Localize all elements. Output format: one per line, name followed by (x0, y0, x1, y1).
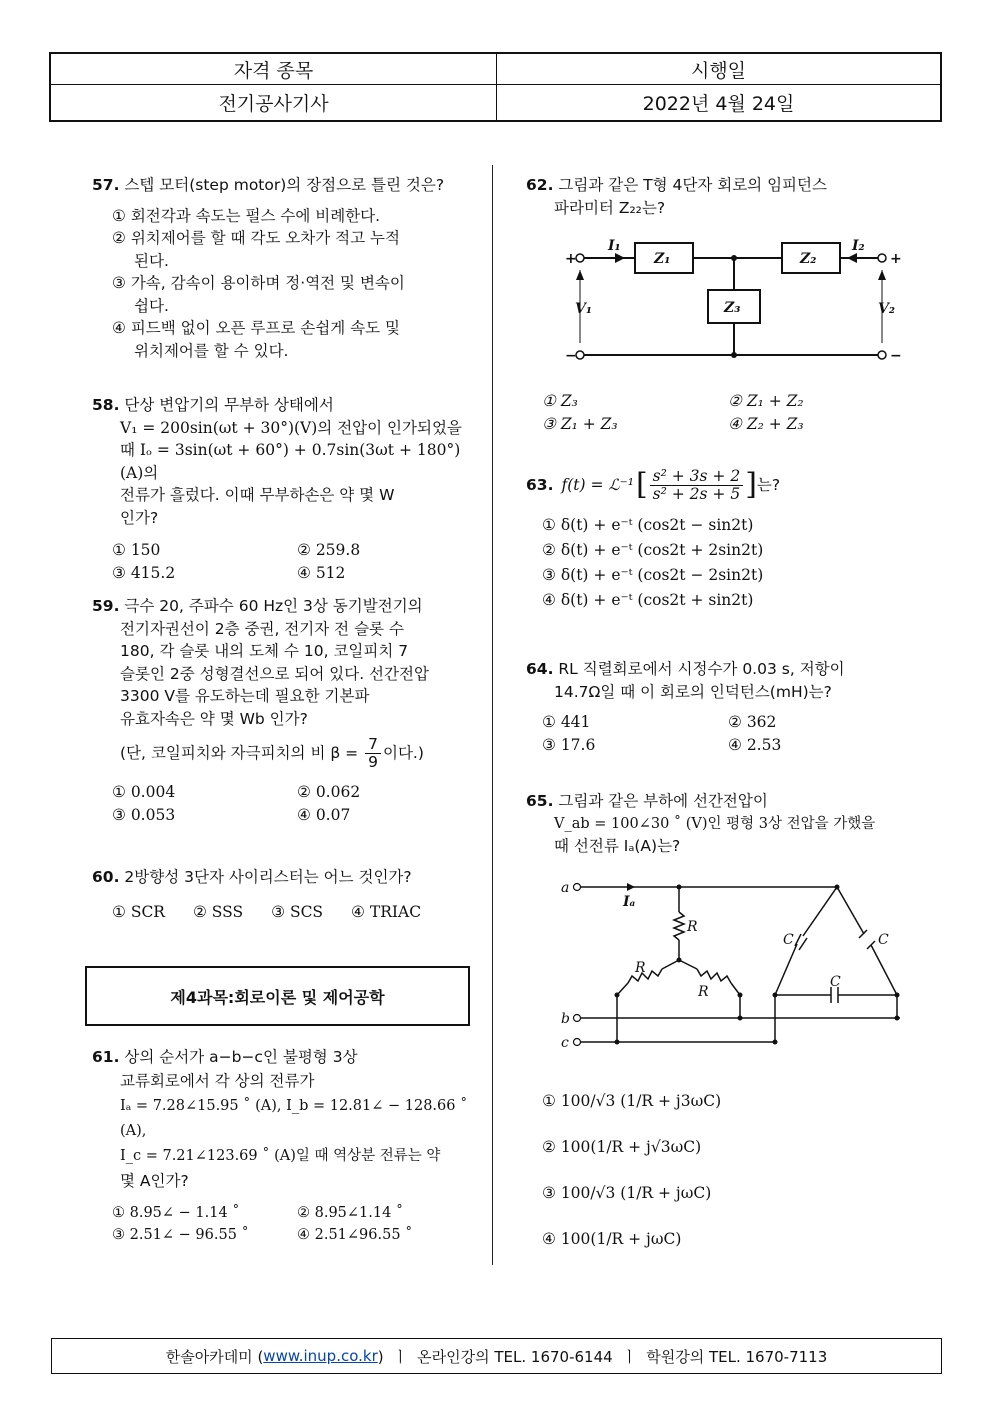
header-col2-title: 시행일 (690, 59, 747, 82)
question-line: V₁ = 200sin(ωt + 30°)(V)의 전압이 인가되었을 (120, 418, 462, 437)
label-a: a (561, 880, 570, 896)
label-b: b (561, 1011, 570, 1027)
option-3-cont: 쉽다. (134, 296, 169, 315)
option-4[interactable]: ④ Z₂ + Z₃ (728, 414, 804, 433)
option-4[interactable]: ④ TRIAC (351, 902, 422, 921)
question-line: 파라미터 Z₂₂는? (554, 198, 666, 217)
option-4[interactable]: ④ 2.51∠96.55 ˚ (297, 1227, 413, 1243)
fraction-numerator: s² + 3s + 2 (650, 468, 744, 486)
question-line: 인가? (120, 508, 159, 527)
fraction-numerator: 7 (365, 736, 381, 754)
question-number: 64. (526, 660, 554, 678)
question-line: 전류가 흘렀다. 이때 무부하손은 약 몇 W (120, 486, 395, 504)
footer-right: ) ㅣ 온라인강의 TEL. 1670-6144 ㅣ 학원강의 TEL. 1670-7113 (377, 1347, 828, 1366)
option-1[interactable]: ① SCR (112, 902, 165, 921)
note-suffix: 이다.) (382, 744, 424, 763)
option-3[interactable]: ③ 100/√3 (1/R + jωC) (542, 1184, 712, 1202)
question-line: 14.7Ω일 때 이 회로의 인덕턴스(mH)는? (554, 682, 832, 701)
question-number: 61. (92, 1048, 120, 1066)
label-v2: V₂ (878, 301, 895, 317)
question-line: 그림과 같은 부하에 선간전압이 (558, 792, 768, 810)
label-r1: R (687, 919, 698, 935)
question-62-options (542, 390, 942, 435)
expr-prefix: f(t) = ℒ⁻¹ (561, 476, 634, 495)
option-1[interactable]: ① 0.004 (112, 783, 176, 802)
question-number: 63. (526, 476, 554, 495)
option-4[interactable]: ④ 512 (297, 563, 346, 582)
question-62 (526, 174, 926, 219)
question-59 (92, 595, 482, 826)
label-c3: C (830, 974, 841, 990)
question-text: 단상 변압기의 무부하 상태에서 (124, 396, 334, 414)
label-r2: R (635, 960, 646, 976)
question-number: 57. (92, 176, 120, 194)
option-4-cont: 위치제어를 할 수 있다. (134, 341, 289, 360)
section-title: 제4과목:회로이론 및 제어공학 (85, 966, 470, 1026)
option-2[interactable]: ② 0.062 (297, 783, 361, 802)
question-text: 스텝 모터(step motor)의 장점으로 틀린 것은? (124, 176, 445, 194)
question-line: 때 Iₒ = 3sin(ωt + 60°) + 0.7sin(3ωt + 180°)(A)의 (120, 441, 461, 482)
question-line: 유효자속은 약 몇 Wb 인가? (120, 709, 308, 728)
option-2[interactable]: ② 259.8 (297, 541, 361, 559)
option-4[interactable]: ④ 피드백 없이 오픈 루프로 손쉽게 속도 및 (112, 319, 400, 337)
option-2[interactable]: ② 위치제어를 할 때 각도 오차가 적고 누적 (112, 229, 400, 247)
t-network-circuit (560, 235, 910, 365)
question-61 (92, 1046, 482, 1247)
plus-right: + (890, 251, 902, 267)
option-4[interactable]: ④ 100(1/R + jωC) (542, 1230, 682, 1248)
header-col1-title: 자격 종목 (233, 59, 314, 82)
option-4[interactable]: ④ 0.07 (297, 805, 351, 824)
question-number: 59. (92, 597, 120, 615)
question-line: 180, 각 슬롯 내의 도체 수 10, 코일피치 7 (120, 642, 409, 660)
label-r3: R (698, 984, 709, 1000)
question-57 (92, 174, 482, 362)
column-divider (492, 165, 493, 1265)
option-1[interactable]: ① 100/√3 (1/R + j3ωC) (542, 1092, 722, 1110)
label-z2: Z₂ (800, 251, 817, 267)
question-line: Iₐ = 7.28∠15.95 ˚ (A), I_b = 12.81∠ − 128.66 ˚ (A), (120, 1097, 468, 1139)
label-c: c (561, 1035, 569, 1051)
option-2[interactable]: ② 100(1/R + j√3ωC) (542, 1138, 702, 1156)
beta-fraction (365, 736, 381, 771)
bracket-right: ] (745, 467, 757, 503)
label-i2: I₂ (852, 238, 865, 254)
question-number: 65. (526, 792, 554, 810)
question-64 (526, 658, 926, 756)
fraction-denominator: 9 (368, 753, 378, 772)
option-2-cont: 된다. (134, 251, 169, 270)
question-line: 상의 순서가 a−b−c인 불평형 3상 (124, 1048, 358, 1066)
question-line: 몇 A인가? (120, 1171, 189, 1190)
question-line: V_ab = 100∠30 ˚ (V)인 평형 3상 전압을 가했을 (554, 815, 876, 832)
option-3[interactable]: ③ δ(t) + e⁻ᵗ (cos2t − 2sin2t) (542, 566, 764, 585)
question-58 (92, 394, 482, 584)
question-line: 교류회로에서 각 상의 전류가 (120, 1071, 315, 1090)
question-63 (526, 468, 926, 613)
label-c1: C (783, 932, 794, 948)
header-col2-value: 2022년 4월 24일 (642, 93, 795, 115)
option-3[interactable]: ③ SCS (271, 902, 324, 921)
option-2[interactable]: ② Z₁ + Z₂ (728, 392, 804, 410)
option-3[interactable]: ③ Z₁ + Z₃ (542, 414, 618, 433)
question-number: 62. (526, 176, 554, 194)
option-2[interactable]: ② 362 (728, 713, 777, 731)
label-i1: I₁ (608, 238, 621, 254)
label-ia: Iₐ (623, 894, 636, 910)
option-2[interactable]: ② 8.95∠1.14 ˚ (297, 1204, 404, 1221)
option-1[interactable]: ① 8.95∠ − 1.14 ˚ (112, 1204, 240, 1221)
label-z3: Z₃ (724, 300, 741, 316)
option-1[interactable]: ① 회전각과 속도는 펄스 수에 비례한다. (112, 206, 381, 225)
option-1[interactable]: ① 441 (542, 713, 591, 731)
footer-left: 한솔아카데미 ( (165, 1347, 264, 1366)
expr-fraction (650, 468, 744, 503)
option-2[interactable]: ② δ(t) + e⁻ᵗ (cos2t + 2sin2t) (542, 541, 764, 560)
minus-left: − (565, 348, 577, 364)
option-1[interactable]: ① 150 (112, 541, 161, 559)
option-4[interactable]: ④ 2.53 (728, 735, 782, 754)
bracket-left: [ (635, 467, 648, 503)
exam-header-table (49, 52, 942, 122)
label-v1: V₁ (575, 301, 592, 317)
question-line: 때 선전류 Iₐ(A)는? (554, 837, 681, 855)
question-text: 2방향성 3단자 사이리스터는 어느 것인가? (124, 868, 412, 886)
question-line: 전기자권선이 2층 중권, 전기자 전 슬롯 수 (120, 619, 404, 638)
option-4[interactable]: ④ δ(t) + e⁻ᵗ (cos2t + sin2t) (542, 591, 754, 610)
label-z1: Z₁ (654, 251, 671, 267)
option-1[interactable]: ① Z₃ (542, 392, 578, 410)
question-line: 극수 20, 주파수 60 Hz인 3상 동기발전기의 (124, 597, 423, 615)
question-number: 60. (92, 868, 120, 886)
footer (51, 1338, 942, 1374)
three-phase-load-circuit (555, 872, 910, 1052)
question-number: 58. (92, 396, 120, 414)
question-line: 3300 V를 유도하는데 필요한 기본파 (120, 687, 370, 705)
plus-left: + (565, 251, 577, 267)
minus-right: − (890, 348, 902, 364)
option-3[interactable]: ③ 17.6 (542, 735, 596, 754)
label-c2: C (878, 932, 889, 948)
question-65 (526, 790, 926, 858)
option-3[interactable]: ③ 415.2 (112, 563, 176, 582)
option-3[interactable]: ③ 2.51∠ − 96.55 ˚ (112, 1227, 249, 1243)
fraction-denominator: s² + 2s + 5 (652, 485, 741, 504)
option-3[interactable]: ③ 가속, 감속이 용이하며 정·역전 및 변속이 (112, 274, 405, 292)
question-line: 그림과 같은 T형 4단자 회로의 임피던스 (558, 176, 827, 194)
question-60 (92, 866, 482, 923)
option-1[interactable]: ① δ(t) + e⁻ᵗ (cos2t − sin2t) (542, 516, 754, 535)
footer-link[interactable]: www.inup.co.kr (263, 1347, 378, 1365)
question-line: 슬롯인 2중 성형결선으로 되어 있다. 선간전압 (120, 664, 429, 683)
question-note (120, 736, 482, 771)
option-2[interactable]: ② SSS (192, 902, 244, 921)
question-line: RL 직렬회로에서 시정수가 0.03 s, 저항이 (558, 660, 845, 678)
header-col1-value: 전기공사기사 (218, 93, 329, 115)
question-line: I_c = 7.21∠123.69 ˚ (A)일 때 역상분 전류는 약 (120, 1147, 441, 1164)
option-3[interactable]: ③ 0.053 (112, 805, 176, 824)
expr-suffix: 는? (756, 476, 781, 495)
note-prefix: (단, 코일피치와 자극피치의 비 β = (120, 744, 359, 763)
question-65-options (542, 1078, 922, 1262)
